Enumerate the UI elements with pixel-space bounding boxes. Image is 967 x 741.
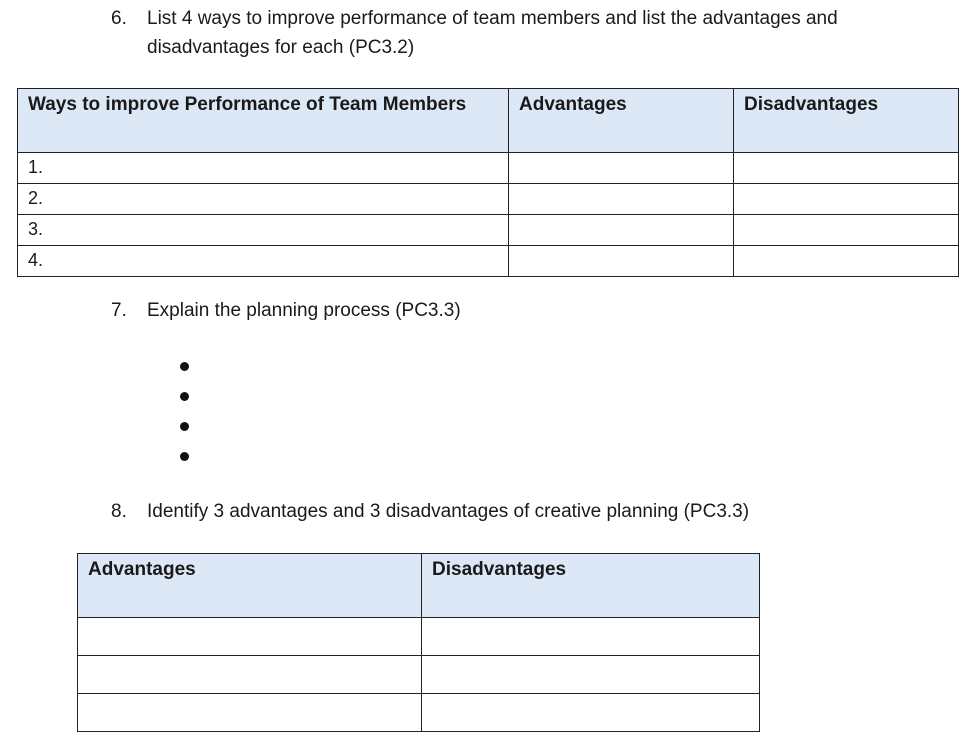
row-2-way-cell[interactable]: 2. [18,184,509,215]
row-3-way-cell[interactable]: 3. [18,215,509,246]
question-7 [111,296,461,325]
performance-table-header [18,89,959,153]
header-advantages: Advantages [509,89,734,153]
header-disadvantages: Disadvantages [734,89,959,153]
table-row [78,618,760,656]
performance-table [17,88,959,277]
question-6-text: List 4 ways to improve performance of team members and list the advantages and disadvantages for each (PC3.2) [147,8,838,58]
advantage-cell-3[interactable] [78,694,422,732]
table-row [18,153,959,184]
table-row [18,246,959,277]
row-2-disadvantages-cell[interactable] [734,184,959,215]
advantage-cell-2[interactable] [78,656,422,694]
disadvantage-cell-2[interactable] [422,656,760,694]
row-1-way-cell[interactable]: 1. [18,153,509,184]
row-2-advantages-cell[interactable] [509,184,734,215]
row-3-disadvantages-cell[interactable] [734,215,959,246]
table-row [18,215,959,246]
bullet-icon [180,422,189,431]
question-7-text: Explain the planning process (PC3.3) [147,300,461,321]
bullet-icon [180,452,189,461]
bullet-icon [180,392,189,401]
disadvantage-cell-1[interactable] [422,618,760,656]
bullet-icon [180,362,189,371]
creative-planning-table [77,553,760,732]
question-6-number: 6. [111,8,127,29]
header-advantages: Advantages [78,554,422,618]
table-row [78,694,760,732]
table-row [18,184,959,215]
header-ways: Ways to improve Performance of Team Members [18,89,509,153]
question-8-text: Identify 3 advantages and 3 disadvantages of creative planning (PC3.3) [147,501,750,522]
question-8-number: 8. [111,501,127,522]
row-4-way-cell[interactable]: 4. [18,246,509,277]
question-8 [111,497,749,526]
advantage-cell-1[interactable] [78,618,422,656]
row-4-disadvantages-cell[interactable] [734,246,959,277]
disadvantage-cell-3[interactable] [422,694,760,732]
question-7-number: 7. [111,300,127,321]
row-4-advantages-cell[interactable] [509,246,734,277]
row-1-advantages-cell[interactable] [509,153,734,184]
row-3-advantages-cell[interactable] [509,215,734,246]
row-1-disadvantages-cell[interactable] [734,153,959,184]
creative-planning-table-header [78,554,760,618]
question-6 [111,4,931,62]
table-row [78,656,760,694]
header-disadvantages: Disadvantages [422,554,760,618]
